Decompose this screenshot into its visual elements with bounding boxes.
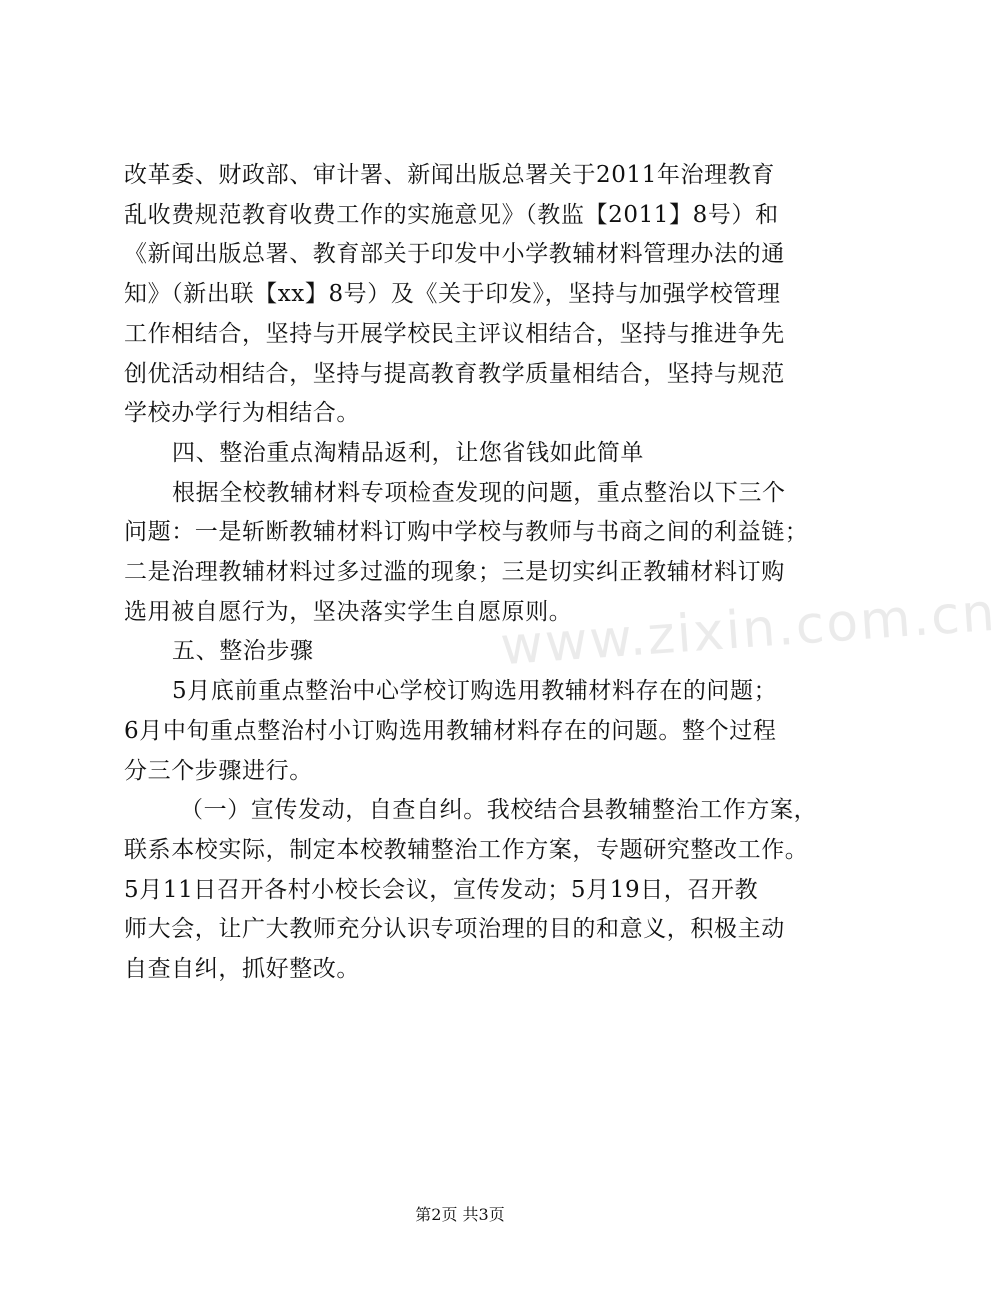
heading-section-4 [124,434,804,474]
text-line: 5月底前重点整治中心学校订购选用教辅材料存在的问题； [172,678,778,705]
section-heading: 五、整治步骤 [172,638,314,665]
text-line: 知》（新出联【xx】8号）及《关于印发》，坚持与加强学校管理 [124,281,781,308]
page-footer: 第2页 共3页 [415,1205,505,1224]
text-line: 工作相结合，坚持与开展学校民主评议相结合，坚持与推进争先 [124,320,785,347]
text-line: 创优活动相结合，坚持与提高教育教学质量相结合，坚持与规范 [124,360,785,387]
paragraph-key-issues [124,474,809,633]
text-line: 选用被自愿行为，坚决落实学生自愿原则。 [124,598,573,625]
text-line: （一）宣传发动，自查自纠。我校结合县教辅整治工作方案， [180,797,818,824]
text-line: 学校办学行为相结合。 [124,400,360,427]
text-line: 根据全校教辅材料专项检查发现的问题，重点整治以下三个 [172,479,786,506]
text-line: 6月中旬重点整治村小订购选用教辅材料存在的问题。整个过程 [124,717,777,744]
text-line: 问题：一是斩断教辅材料订购中学校与教师与书商之间的利益链； [124,519,809,546]
watermark: www.zixin.com.cn [498,582,998,678]
text-line: 联系本校实际，制定本校教辅整治工作方案，专题研究整改工作。 [124,836,809,863]
heading-section-5 [124,632,804,672]
text-line: 自查自纠，抓好整改。 [124,956,360,983]
text-line: 《新闻出版总署、教育部关于印发中小学教辅材料管理办法的通 [124,241,785,268]
text-line: 5月11日召开各村小校长会议，宣传发动；5月19日，召开教 [124,876,759,903]
text-line: 二是治理教辅材料过多过滥的现象；三是切实纠正教辅材料订购 [124,559,785,586]
text-line: 乱收费规范教育收费工作的实施意见》（教监【2011】8号）和 [124,201,779,228]
section-heading: 四、整治重点淘精品返利，让您省钱如此简单 [172,439,644,466]
text-line: 师大会，让广大教师充分认识专项治理的目的和意义，积极主动 [124,916,785,943]
paragraph-schedule [124,672,804,791]
document-body [124,156,818,990]
paragraph-policy-basis [124,156,804,434]
paragraph-step-1 [124,791,818,990]
text-line: 分三个步骤进行。 [124,757,313,784]
text-line: 改革委、财政部、审计署、新闻出版总署关于2011年治理教育 [124,162,775,188]
